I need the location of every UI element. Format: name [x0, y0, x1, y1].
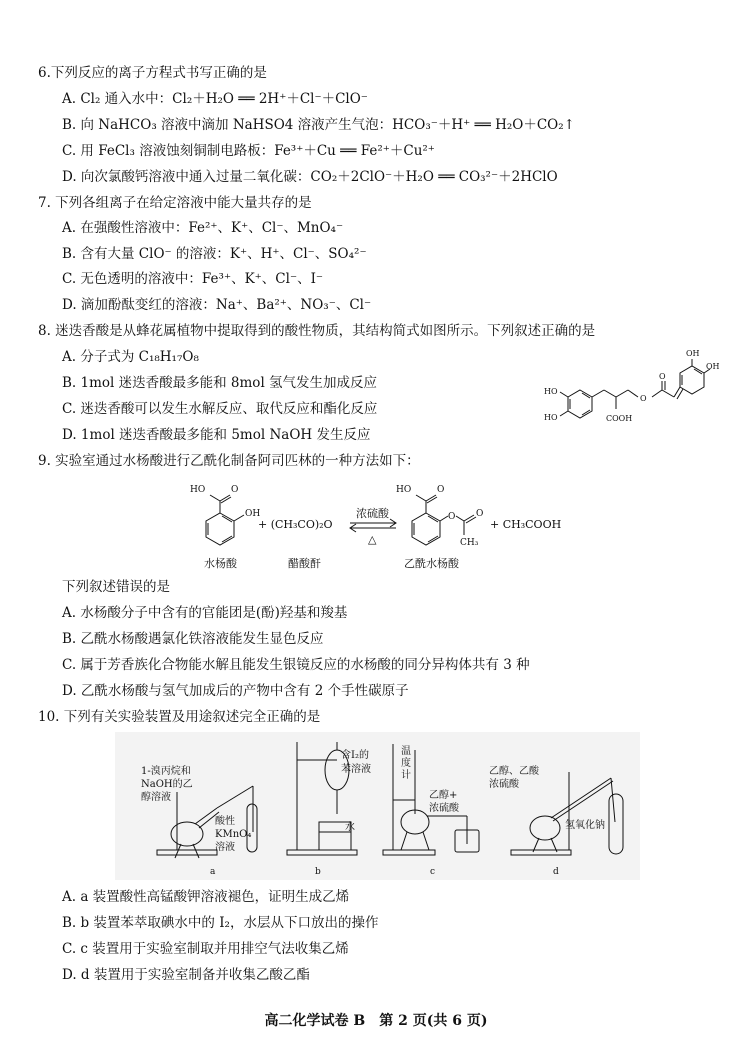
aspirin-synthesis-scheme: [190, 475, 570, 573]
q6-option-d: D. 向次氯酸钙溶液中通入过量二氧化碳：CO₂＋2ClO⁻＋H₂O ══ CO₃²⁻＋2HClO: [62, 169, 558, 185]
q8-option-a: A. 分子式为 C₁₈H₁₇O₈: [62, 349, 199, 365]
q8-label-o-1: O: [640, 394, 647, 403]
q10-d-reagent-2: 浓硫酸: [489, 779, 519, 790]
q7-stem: 7. 下列各组离子在给定溶液中能大量共存的是: [38, 195, 312, 211]
q10-option-c: C. c 装置用于实验室制取并用排空气法收集乙烯: [62, 941, 349, 957]
q6-option-a: A. Cl₂ 通入水中：Cl₂＋H₂O ══ 2H⁺＋Cl⁻＋ClO⁻: [62, 91, 368, 107]
q10-d-reagent-1: 乙醇、乙酸: [489, 766, 539, 777]
q10-a-reagent-3: 溶液: [215, 842, 235, 853]
q9-option-d: D. 乙酰水杨酸与氢气加成后的产物中含有 2 个手性碳原子: [62, 683, 409, 699]
q10-option-d: D. d 装置用于实验室制备并收集乙酸乙酯: [62, 967, 310, 983]
q10-a-label-1: 1-溴丙烷和: [141, 766, 191, 777]
q9-reagent: + (CH₃CO)₂O: [258, 518, 333, 531]
q9-label-o-2: O: [437, 485, 445, 495]
q9-stem: 9. 实验室通过水杨酸进行乙酰化制备阿司匹林的一种方法如下：: [38, 453, 420, 469]
q10-c-thermo-3: 计: [401, 770, 411, 781]
q8-label-ho-2: HO: [544, 413, 558, 422]
q9-byproduct: + CH₃COOH: [490, 518, 562, 531]
q10-a-label-2: NaOH的乙: [141, 779, 193, 790]
q9-option-c: C. 属于芳香族化合物能水解且能发生银镜反应的水杨酸的同分异构体共有 3 种: [62, 657, 530, 673]
q8-option-c: C. 迷迭香酸可以发生水解反应、取代反应和酯化反应: [62, 401, 378, 417]
q9-condition-top: 浓硫酸: [356, 507, 389, 520]
q10-b-label-2: 苯溶液: [341, 764, 371, 775]
q9-label-ho-2: HO: [396, 485, 412, 495]
q8-label-cooh: COOH: [606, 414, 633, 423]
q10-b-water: 水: [345, 822, 355, 833]
q8-label-o-2: O: [659, 372, 666, 381]
q10-c-thermo-1: 温: [401, 746, 411, 757]
q7-option-a: A. 在强酸性溶液中：Fe²⁺、K⁺、Cl⁻、MnO₄⁻: [62, 220, 344, 236]
q10-c-reagent-1: 乙醇+: [429, 790, 458, 801]
lab-apparatus-figure: [115, 732, 640, 880]
q6-stem: 6.下列反应的离子方程式书写正确的是: [38, 65, 267, 81]
q10-option-a: A. a 装置酸性高锰酸钾溶液褪色，证明生成乙烯: [62, 889, 350, 905]
q9-label-oh: OH: [245, 509, 261, 519]
q9-label-ch3: CH₃: [460, 538, 479, 548]
q8-label-oh-right: OH: [706, 362, 720, 371]
q7-option-d: D. 滴加酚酞变红的溶液：Na⁺、Ba²⁺、NO₃⁻、Cl⁻: [62, 297, 372, 313]
q10-a-label-3: 醇溶液: [141, 792, 171, 803]
q9-option-a: A. 水杨酸分子中含有的官能团是(酚)羟基和羧基: [62, 605, 348, 621]
q10-d-receiver: 氢氧化钠: [565, 820, 605, 831]
q10-c-reagent-2: 浓硫酸: [429, 803, 459, 814]
q10-c-thermo-2: 度: [401, 758, 411, 769]
q7-option-c: C. 无色透明的溶液中：Fe³⁺、K⁺、Cl⁻、I⁻: [62, 271, 324, 287]
q10-stem: 10. 下列有关实验装置及用途叙述完全正确的是: [38, 709, 321, 725]
q6-option-b: B. 向 NaHCO₃ 溶液中滴加 NaHSO4 溶液产生气泡：HCO₃⁻＋H⁺ ══ H₂O＋CO₂↑: [62, 117, 575, 133]
q9-label-o-3: O: [448, 512, 456, 522]
q9-name-aspirin: 乙酰水杨酸: [404, 557, 459, 570]
q10-option-b: B. b 装置苯萃取碘水中的 I₂，水层从下口放出的操作: [62, 915, 379, 931]
q9-option-b: B. 乙酰水杨酸遇氯化铁溶液能发生显色反应: [62, 631, 324, 647]
q8-option-b: B. 1mol 迷迭香酸最多能和 8mol 氢气发生加成反应: [62, 375, 378, 391]
q10-b-label-1: 含I₂的: [341, 750, 369, 761]
q10-a-reagent-1: 酸性: [215, 816, 235, 827]
q8-option-d: D. 1mol 迷迭香酸最多能和 5mol NaOH 发生反应: [62, 427, 371, 443]
q9-name-salicylic: 水杨酸: [204, 557, 237, 570]
rosmarinic-acid-structure: [540, 345, 720, 445]
q9-condition-heat: △: [368, 533, 377, 546]
q9-name-anhydride: 醋酸酐: [288, 557, 321, 570]
q9-label-o-1: O: [231, 485, 239, 495]
q10-caption-a: a: [210, 867, 216, 877]
q9-label-o-4: O: [476, 509, 484, 519]
q8-label-oh-top: OH: [686, 349, 700, 358]
page-footer: 高二化学试卷 B 第 2 页(共 6 页): [264, 1013, 488, 1029]
q6-option-c: C. 用 FeCl₃ 溶液蚀刻铜制电路板：Fe³⁺＋Cu ══ Fe²⁺＋Cu²⁺: [62, 143, 435, 159]
q10-caption-c: c: [430, 867, 436, 877]
q8-stem: 8. 迷迭香酸是从蜂花属植物中提取得到的酸性物质，其结构简式如图所示。下列叙述正确的是: [38, 323, 596, 339]
q8-label-ho-1: HO: [544, 387, 558, 396]
q10-a-reagent-2: KMnO₄: [215, 829, 252, 840]
q9-sub-stem: 下列叙述错误的是: [62, 579, 170, 595]
q10-caption-b: b: [315, 867, 321, 877]
q10-caption-d: d: [553, 867, 559, 877]
q7-option-b: B. 含有大量 ClO⁻ 的溶液：K⁺、H⁺、Cl⁻、SO₄²⁻: [62, 246, 367, 262]
q9-label-ho-1: HO: [190, 485, 206, 495]
